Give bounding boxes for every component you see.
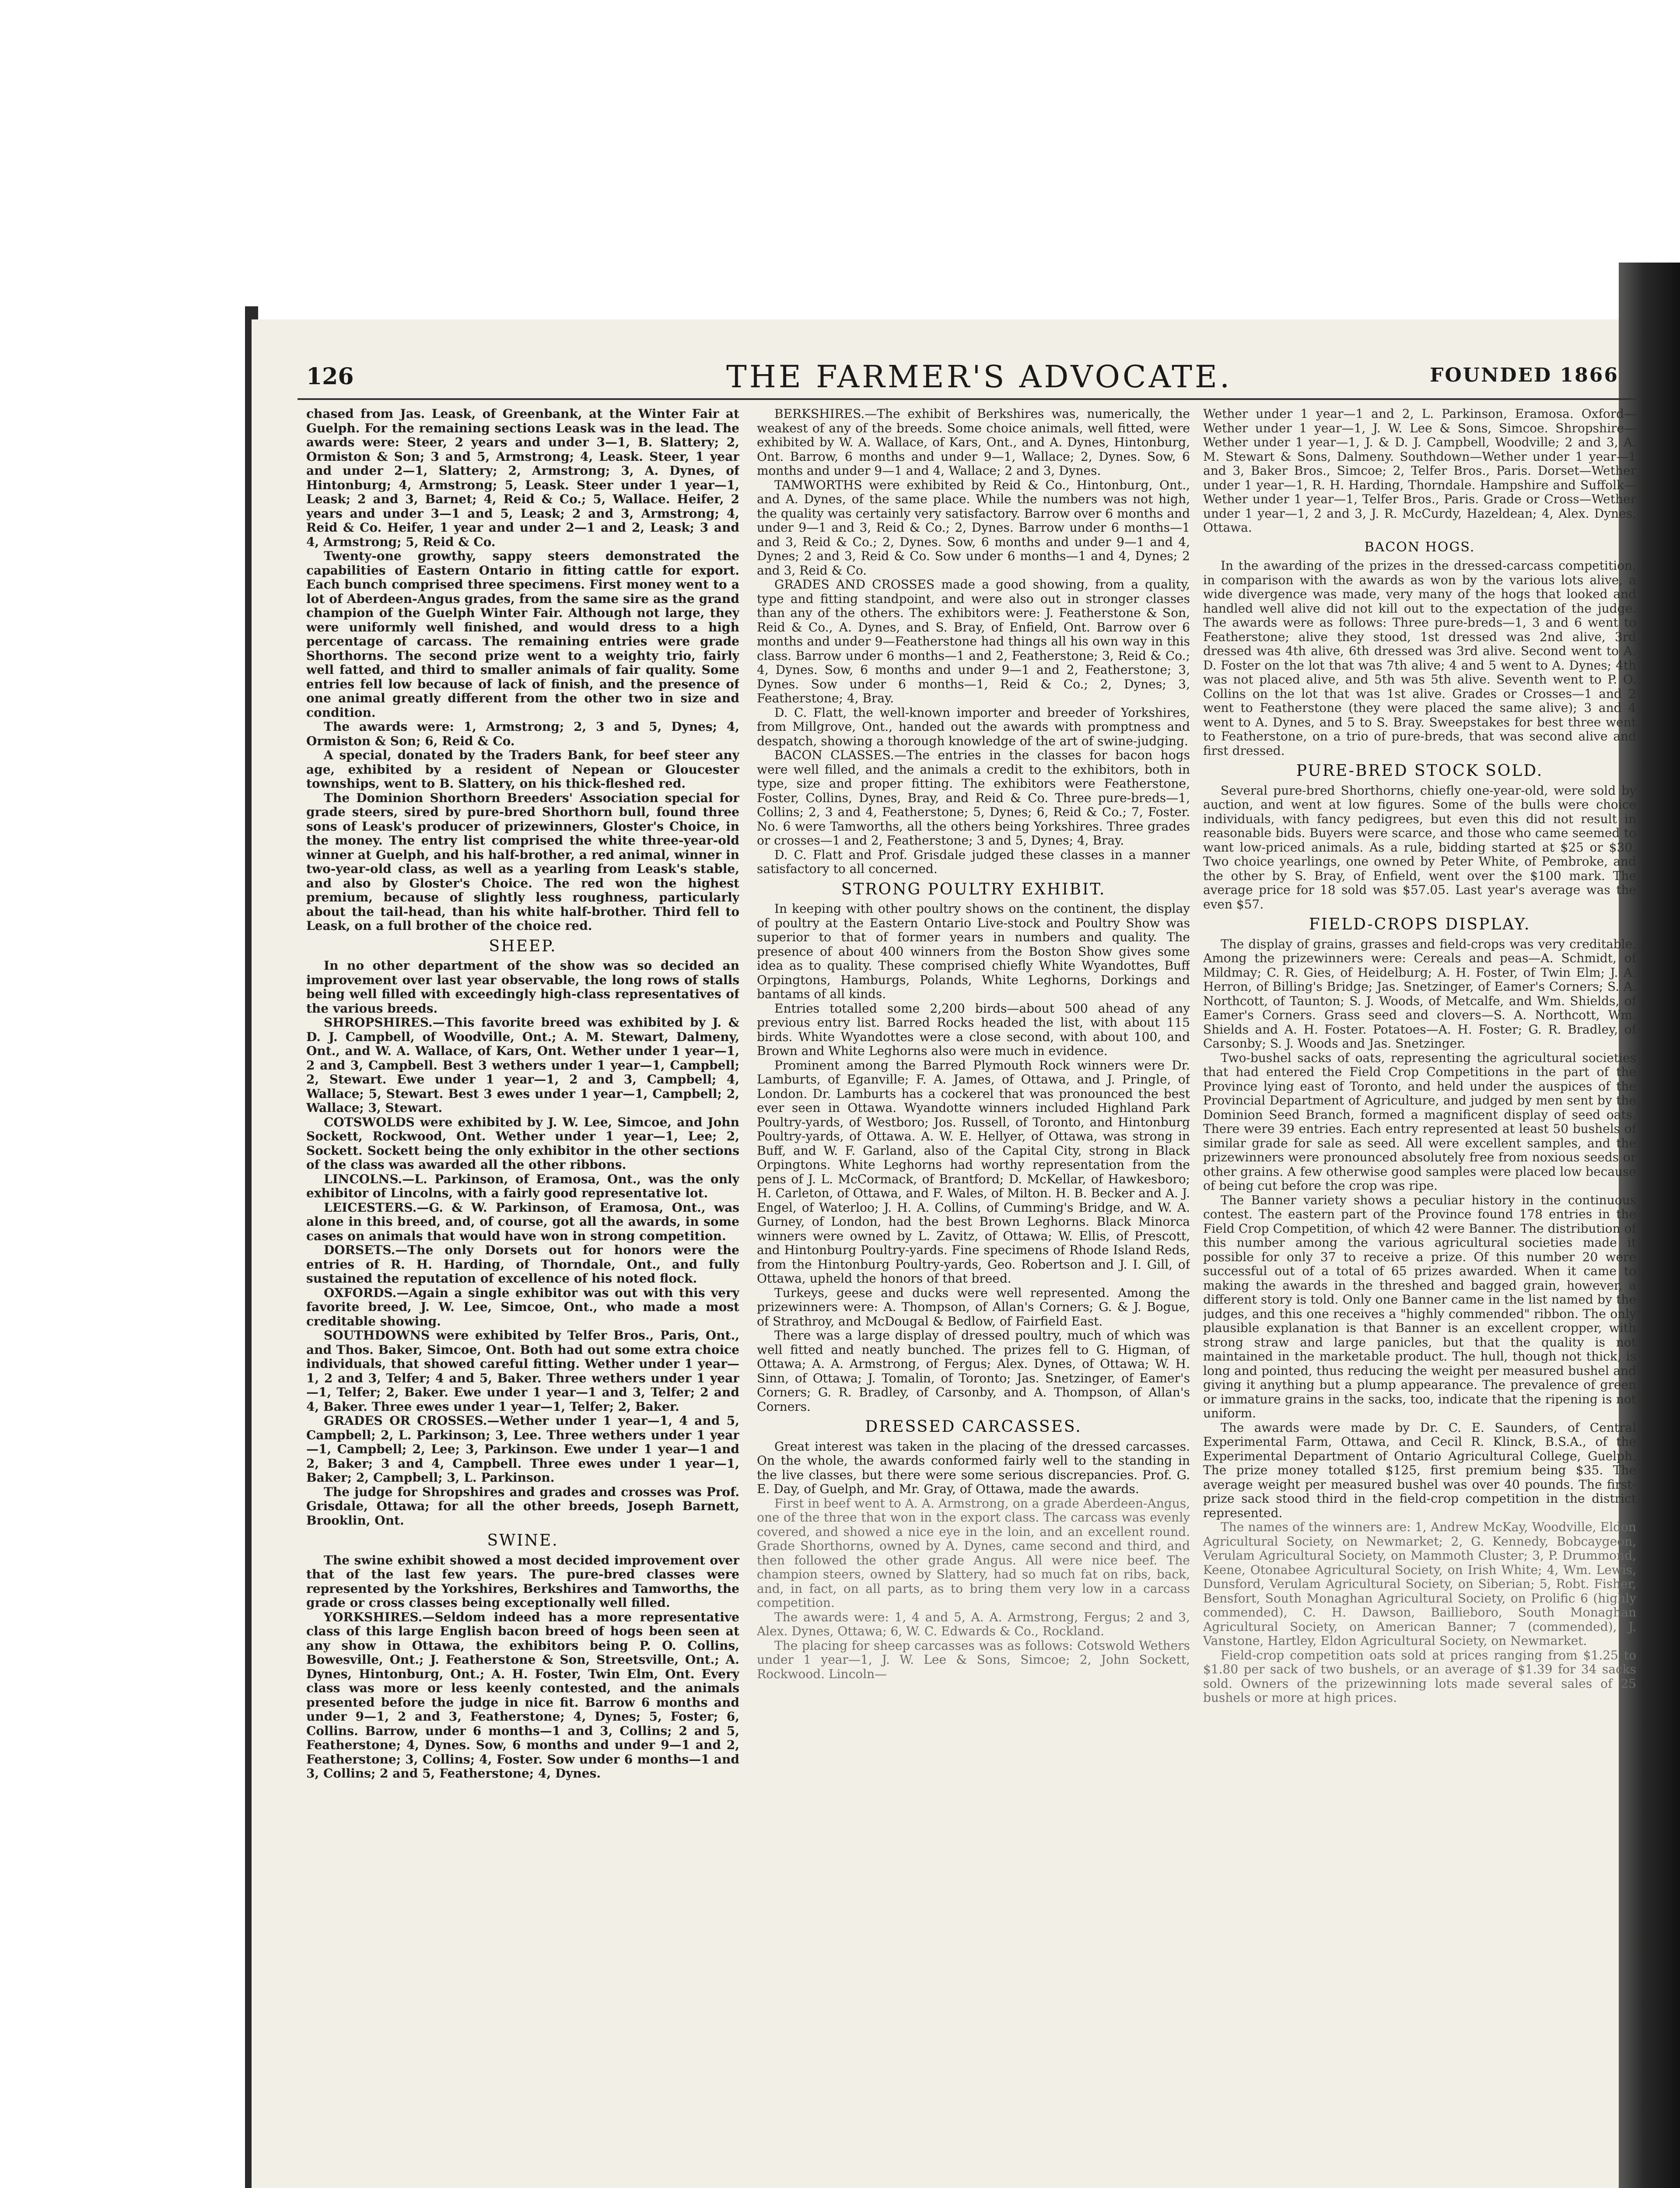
section-heading-swine: SWINE. [487, 1532, 559, 1550]
paragraph: LINCOLNS.—L. Parkinson, of Eramosa, Ont., was the only exhibitor of Lincolns, with a fairly good representative lot. [306, 1171, 739, 1200]
section-heading-bacon-hogs: BACON HOGS. [1364, 539, 1475, 555]
paragraph: Several pure-bred Shorthorns, chiefly one-year-old, were sold by auction, and went at low figures. Some of the bulls were choice individuals, with fancy pedigrees, but even this did not result in reasonable bids. Buyers were scarce, and those who came seemed to want low-priced animals. As a rule, bidding started at $25 or $30. Two choice yearlings, one owned by Peter White, of Pembroke, and the other by S. Bray, of Enfield, went over the $100 mark. The average price for 18 sold was $57.05. Last year's average was the even $57. [1203, 783, 1636, 912]
paragraph: Field-crop competition oats sold at prices ranging from $1.25 to $1.80 per sack of two bushels, or an average of $1.39 for 34 sacks sold. Owners of the prizewinning lots made several sales of 25 bushels or more at high prices. [1203, 1648, 1636, 1705]
paragraph: BERKSHIRES.—The exhibit of Berkshires was, numerically, the weakest of any of the breeds. Some choice animals, well fitted, were exhibited by W. A. Wallace, of Kars, Ont., and A. Dynes, Hintonburg, Ont. Barrow, 6 months and under 9—1, Wallace; 2, Dynes. Sow, 6 months and under 9—1 and 4, Wallace; 2 and 3, Dynes. [757, 407, 1190, 478]
paragraph: GRADES OR CROSSES.—Wether under 1 year—1, 4 and 5, Campbell; 2, L. Parkinson; 3, Lee. Three wethers under 1 year—1, Campbell; 2, Lee; 3, Parkinson. Ewe under 1 year—1 and 2, Baker; 3 and 4, Campbell. Three ewes under 1 year—1, Baker; 2, Campbell; 3, L. Parkinson. [306, 1413, 739, 1485]
paragraph: YORKSHIRES.—Seldom indeed has a more representative class of this large English bacon breed of hogs been seen at any show in Ottawa, the exhibitors being P. O. Collins, Bowesville, Ont.; J. Featherstone & Son, Streetsville, Ont.; A. Dynes, Hintonburg, Ont.; A. H. Foster, Twin Elm, Ont. Every class was more or less keenly contested, and the animals presented before the judge in nice fit. Barrow 6 months and under 9—1, 2 and 3, Featherstone; 4, Dynes; 5, Foster; 6, Collins. Barrow, under 6 months—1 and 3, Collins; 2 and 5, Featherstone; 4, Dynes. Sow, 6 months and under 9—1 and 2, Featherstone; 3, Collins; 4, Foster. Sow under 6 months—1 and 3, Collins; 2 and 5, Featherstone; 4, Dynes. [306, 1609, 739, 1781]
paragraph: The awards were: 1, Armstrong; 2, 3 and 5, Dynes; 4, Ormiston & Son; 6, Reid & Co. [306, 719, 739, 748]
paragraph: The swine exhibit showed a most decided improvement over that of the last few years. The pure-bred classes were represented by the Yorkshires, Berkshires and Tamworths, the grade or cross classes being exceptionally well filled. [306, 1553, 739, 1610]
paragraph: The placing for sheep carcasses was as follows: Cotswold Wethers under 1 year—1, J. W. Lee & Sons, Simcoe; 2, John Sockett, Rockwood. Lincoln— [757, 1638, 1190, 1681]
masthead-title: THE FARMER'S ADVOCATE. [726, 359, 1232, 395]
paragraph: Turkeys, geese and ducks were well represented. Among the prizewinners were: A. Thompson, of Allan's Corners; G. & J. Bogue, of Strathroy, and McDougal & Bedlow, of Fairfield East. [757, 1285, 1190, 1329]
paragraph: Two-bushel sacks of oats, representing the agricultural societies that had entered the Field Crop Competitions in the part of the Province lying east of Toronto, and held under the auspices of the Provincial Department of Agriculture, and judged by men sent by the Dominion Seed Branch, formed a magnificent display of seed oats. There were 39 entries. Each entry represented at least 50 bushels of similar grade for sale as seed. All were excellent samples, and the prizewinners were pronounced absolutely free from noxious seeds or other grains. A few otherwise good samples were placed low because of being cut before the crop was ripe. [1203, 1050, 1636, 1193]
paragraph: In no other department of the show was so decided an improvement over last year observable, the long rows of stalls being well filled with exceedingly high-class representatives of the various breeds. [306, 958, 739, 1016]
paragraph: BACON CLASSES.—The entries in the classes for bacon hogs were well filled, and the animals a credit to the exhibitors, both in type, size and proper fitting. The exhibitors were Featherstone, Foster, Collins, Dynes, Bray, and Reid & Co. Three pure-breds—1, Collins; 2, 3 and 4, Featherstone; 5, Dynes; 6, Reid & Co.; 7, Foster. No. 6 were Tamworths, all the others being Yorkshires. Three grades or crosses—1 and 2, Featherstone; 3 and 5, Dynes; 4, Bray. [757, 748, 1190, 848]
paragraph: Entries totalled some 2,200 birds—about 500 ahead of any previous entry list. Barred Rocks headed the list, with about 115 birds. White Wyandottes were a close second, with about 100, and Brown and White Leghorns also were much in evidence. [757, 1001, 1190, 1058]
paragraph: SHROPSHIRES.—This favorite breed was exhibited by J. & D. J. Campbell, of Woodville, Ont.; A. M. Stewart, Dalmeny, Ont., and W. A. Wallace, of Kars, Ont. Wether under 1 year—1, 2 and 3, Campbell. Best 3 wethers under 1 year—1, Campbell; 2, Stewart. Ewe under 1 year—1, 2 and 3, Campbell; 4, Wallace; 5, Stewart. Best 3 ewes under 1 year—1, Campbell; 2, Wallace; 3, Stewart. [306, 1015, 739, 1115]
paragraph: TAMWORTHS were exhibited by Reid & Co., Hintonburg, Ont., and A. Dynes, of the same place. While the numbers was not high, the quality was certainly very satisfactory. Barrow over 6 months and under 9—1 and 3, Reid & Co.; 2, Dynes. Barrow under 6 months—1 and 3, Reid & Co.; 2, Dynes. Sow, 6 months and under 9—1 and 4, Dynes; 2 and 3, Reid & Co. Sow under 6 months—1 and 4, Dynes; 2 and 3, Reid & Co. [757, 477, 1190, 578]
page-header [298, 359, 1645, 398]
column-3 [1203, 407, 1636, 2188]
paragraph: SOUTHDOWNS were exhibited by Telfer Bros., Paris, Ont., and Thos. Baker, Simcoe, Ont. Both had out some extra choice individuals, that showed careful fitting. Wether under 1 year—1, 2 and 3, Telfer; 4 and 5, Baker. Three wethers under 1 year—1, Telfer; 2, Baker. Ewe under 1 year—1 and 3, Telfer; 2 and 4, Baker. Three ewes under 1 year—1, Telfer; 2, Baker. [306, 1328, 739, 1414]
section-heading-field-crops: FIELD-CROPS DISPLAY. [1309, 915, 1531, 933]
section-heading-poultry: STRONG POULTRY EXHIBIT. [841, 880, 1106, 898]
column-2 [757, 407, 1190, 2188]
section-heading-stock-sold: PURE-BRED STOCK SOLD. [1296, 762, 1544, 780]
paragraph: GRADES AND CROSSES made a good showing, from a quality, type and fitting standpoint, and were also out in stronger classes than any of the others. The exhibitors were: J. Featherstone & Son, Reid & Co., A. Dynes, and S. Bray, of Enfield, Ont. Barrow over 6 months and under 9—Featherstone had things all his own way in this class. Barrow under 6 months—1 and 2, Featherstone; 3, Reid & Co.; 4, Dynes. Sow, 6 months and under 9—1 and 2, Featherstone; 3, Dynes. Sow under 6 months—1, Reid & Co.; 2, Dynes; 3, Featherstone; 4, Bray. [757, 577, 1190, 705]
paragraph: Twenty-one growthy, sappy steers demonstrated the capabilities of Eastern Ontario in fitting cattle for export. Each bunch comprised three specimens. First money went to a lot of Aberdeen-Angus grades, from the same sire as the grand champion of the Guelph Winter Fair. Although not large, they were uniformly well finished, and would dress to a high percentage of carcass. The remaining entries were grade Shorthorns. The second prize went to a weighty trio, fairly well fatted, and third to smaller animals of fair quality. Some entries fell low because of lack of finish, and the presence of one animal greatly different from the other two in size and condition. [306, 549, 739, 720]
paragraph: Prominent among the Barred Plymouth Rock winners were Dr. Lamburts, of Eganville; F. A. James, of Ottawa, and J. Pringle, of London. Dr. Lamburts has a cockerel that was pronounced the best ever seen in Ottawa. Wyandotte winners included Highland Park Poultry-yards, of Westboro; Jos. Russell, of Toronto, and Hintonburg Poultry-yards, of Ottawa. A. W. E. Hellyer, of Ottawa, was strong in Buff, and W. F. Garland, also of the Capital City, strong in Black Orpingtons. White Leghorns had worthy representation from the pens of J. L. McCormack, of Brantford; D. McKellar, of Hawkesboro; H. Carleton, of Ottawa, and F. Wales, of Milton. H. B. Becker and A. J. Engel, of Waterloo; J. H. A. Collins, of Cumming's Bridge, and W. A. Gurney, of London, had the best Brown Leghorns. Black Minorca winners were owned by L. Zavitz, of Ottawa; W. Ellis, of Prescott, and Hintonburg Poultry-yards. Fine specimens of Rhode Island Reds, from the Hintonburg Poultry-yards, Geo. Robertson and J. I. Gill, of Ottawa, upheld the honors of that breed. [757, 1058, 1190, 1286]
paragraph: The awards were: 1, 4 and 5, A. A. Armstrong, Fergus; 2 and 3, Alex. Dynes, Ottawa; 6, W. C. Edwards & Co., Rockland. [757, 1609, 1190, 1638]
paragraph: First in beef went to A. A. Armstrong, on a grade Aberdeen-Angus, one of the three that won in the export class. The carcass was evenly covered, and showed a nice eye in the loin, and an excellent round. Grade Shorthorns, owned by A. Dynes, came second and third, and then followed the other grade Angus. All were nice beef. The champion steers, owned by Slattery, had so much fat on ribs, back, and, in fact, on all parts, as to bring them very low in a carcass competition. [757, 1496, 1190, 1610]
section-heading-carcasses: DRESSED CARCASSES. [865, 1418, 1082, 1436]
paragraph: The awards were made by Dr. C. E. Saunders, of Central Experimental Farm, Ottawa, and Cecil R. Klinck, B.S.A., of the Experimental Department of Ontario Agricultural College, Guelph. The prize money totalled $125, first premium being $35. The average weight per measured bushel was over 40 pounds. The first-prize sack stood third in the field-crop competition in the district represented. [1203, 1420, 1636, 1520]
paragraph: There was a large display of dressed poultry, much of which was well fitted and neatly bunched. The prizes fell to G. Higman, of Ottawa; A. A. Armstrong, of Fergus; Alex. Dynes, of Ottawa; W. H. Sinn, of Ottawa; J. Tomalin, of Toronto; Jas. Snetzinger, of Eamer's Corners; G. R. Bradley, of Carsonby, and A. Thompson, of Allan's Corners. [757, 1328, 1190, 1414]
paragraph: The names of the winners are: 1, Andrew McKay, Woodville, Eldon Agricultural Society, on Newmarket; 2, G. Kennedy, Bobcaygeon, Verulam Agricultural Society, on Mammoth Cluster; 3, P. Drummond, Keene, Otonabee Agricultural Society, on Irish White; 4, Wm. Lewis, Dunsford, Verulam Agricultural Society, on Siberian; 5, Robt. Fisher, Bensfort, South Monaghan Agricultural Society, on Prolific 6 (highly commended), C. H. Dawson, Baillieboro, South Monaghan Agricultural Society, on American Banner; 7 (commended), J. Vanstone, Hartley, Eldon Agricultural Society, on Newmarket. [1203, 1520, 1636, 1648]
paragraph: DORSETS.—The only Dorsets out for honors were the entries of R. H. Harding, of Thorndale, Ont., and fully sustained the reputation of excellence of his noted flock. [306, 1243, 739, 1286]
founded-label: FOUNDED 1866 [1430, 364, 1619, 386]
page-number: 126 [306, 363, 354, 390]
section-heading-sheep: SHEEP. [489, 937, 557, 955]
paragraph: COTSWOLDS were exhibited by J. W. Lee, Simcoe, and John Sockett, Rockwood, Ont. Wether under 1 year—1, Lee; 2, Sockett. Sockett being the only exhibitor in the other sections of the class was awarded all the other ribbons. [306, 1115, 739, 1172]
paragraph: OXFORDS.—Again a single exhibitor was out with this very favorite breed, J. W. Lee, Simcoe, Ont., who made a most creditable showing. [306, 1285, 739, 1329]
paragraph: Wether under 1 year—1 and 2, L. Parkinson, Eramosa. Oxford—Wether under 1 year—1, J. W. Lee & Sons, Simcoe. Shropshire—Wether under 1 year—1, J. & D. J. Campbell, Woodville; 2 and 3, A. M. Stewart & Sons, Dalmeny. Southdown—Wether under 1 year—1 and 3, Baker Bros., Simcoe; 2, Telfer Bros., Paris. Dorset—Wether under 1 year—1, R. H. Harding, Thorndale. Hampshire and Suffolk—Wether under 1 year—1, Telfer Bros., Paris. Grade or Cross—Wether under 1 year—1, 2 and 3, J. R. McCurdy, Hazeldean; 4, Alex. Dynes, Ottawa. [1203, 407, 1636, 535]
paragraph: D. C. Flatt and Prof. Grisdale judged these classes in a manner satisfactory to all concerned. [757, 847, 1190, 876]
paragraph: The display of grains, grasses and field-crops was very creditable. Among the prizewinners were: Cereals and peas—A. Schmidt, of Mildmay; C. R. Gies, of Heidelburg; A. H. Foster, of Twin Elm; J. A. Herron, of Billing's Bridge; Jas. Snetzinger, of Eamer's Corners; S. A. Northcott, of Taunton; S. J. Woods, of Metcalfe, and Wm. Shields, of Eamer's Corners. Grass seed and clovers—S. A. Northcott, Wm. Shields and A. H. Foster. Potatoes—A. H. Foster; G. R. Bradley, of Carsonby; S. J. Woods and Jas. Snetzinger. [1203, 936, 1636, 1051]
paragraph: In keeping with other poultry shows on the continent, the display of poultry at the Eastern Ontario Live-stock and Poultry Show was superior to that of former years in numbers and quality. The presence of about 400 winners from the Boston Show gives some idea as to quality. These comprised chiefly White Wyandottes, Buff Orpingtons, Hamburgs, Polands, White Leghorns, Dorkings and bantams of all kinds. [757, 901, 1190, 1001]
paragraph: Great interest was taken in the placing of the dressed carcasses. On the whole, the awards conformed fairly well to the standing in the live classes, but there were some serious discrepancies. Prof. G. E. Day, of Guelph, and Mr. Gray, of Ottawa, made the awards. [757, 1439, 1190, 1496]
paragraph: A special, donated by the Traders Bank, for beef steer any age, exhibited by a resident of Nepean or Gloucester townships, went to B. Slattery, on his thick-fleshed red. [306, 748, 739, 791]
paragraph: The judge for Shropshires and grades and crosses was Prof. Grisdale, Ottawa; for all the other breeds, Joseph Barnett, Brooklin, Ont. [306, 1484, 739, 1528]
paragraph: LEICESTERS.—G. & W. Parkinson, of Eramosa, Ont., was alone in this breed, and, of course, got all the awards, in some cases on animals that would have won in strong competition. [306, 1200, 739, 1243]
paragraph: The Banner variety shows a peculiar history in the continuous contest. The eastern part of the Province found 178 entries in the Field Crop Competition, of which 42 were Banner. The distribution of this number among the various agricultural societies made it possible for only 37 to receive a prize. Of this number 20 were successful out of a total of 65 prizes awarded. When it came to making the awards in the threshed and bagged grain, however, a different story is told. Only one Banner came in the list named by the judges, and this one receives a "highly commended" ribbon. The only plausible explanation is that Banner is an excellent cropper, with strong straw and large panicles, but that the quality is not maintained in the marketable product. The hull, though not thick, is long and pointed, thus reducing the weight per measured bushel and giving it anything but a plump appearance. The prevalence of green or immature grains in the sacks, too, indicate that the ripening is not uniform. [1203, 1192, 1636, 1420]
column-1 [306, 407, 739, 2188]
header-rule [298, 398, 1636, 400]
paragraph: The Dominion Shorthorn Breeders' Association special for grade steers, sired by pure-bred Shorthorn bull, found three sons of Leask's producer of prizewinners, Gloster's Choice, in the money. The entry list comprised the white three-year-old winner at Guelph, and his half-brother, a red animal, winner in two-year-old class, as well as a yearling from Leask's stable, and also by Gloster's Choice. The red won the highest premium, because of slightly less roughness, particularly about the tail-head, than his white half-brother. Third fell to Leask, on a full brother of the choice red. [306, 790, 739, 933]
paragraph: D. C. Flatt, the well-known importer and breeder of Yorkshires, from Millgrove, Ont., handed out the awards with promptness and despatch, showing a thorough knowledge of the art of swine-judging. [757, 705, 1190, 748]
paragraph: In the awarding of the prizes in the dressed-carcass competition, in comparison with the awards as won by the various lots alive, a wide divergence was made, very many of the hogs that looked and handled well alive did not kill out to the expectation of the judge. The awards were as follows: Three pure-breds—1, 3 and 6 went to Featherstone; alive they stood, 1st dressed was 2nd alive, 3rd dressed was 4th alive, 6th dressed was 3rd alive. Second went to A. D. Foster on the lot that was 7th alive; 4 and 5 went to A. Dynes; 4th was not placed alive, and 5th was 5th alive. Seventh went to P. O. Collins on the lot that was 1st alive. Grades or Crosses—1 and 2 went to Featherstone (they were placed the same alive); 3 and 4 went to A. Dynes, and 5 to S. Bray. Sweepstakes for best three went to Featherstone, on a trio of pure-breds, that was second alive and first dressed. [1203, 558, 1636, 758]
paragraph: chased from Jas. Leask, of Greenbank, at the Winter Fair at Guelph. For the remaining sections Leask was in the lead. The awards were: Steer, 2 years and under 3—1, B. Slattery; 2, Ormiston & Son; 3 and 5, Armstrong; 4, Leask. Steer, 1 year and under 2—1, Slattery; 2, Armstrong; 3, A. Dynes, of Hintonburg; 4, Armstrong; 5, Leask. Steer under 1 year—1, Leask; 2 and 3, Barnet; 4, Reid & Co.; 5, Wallace. Heifer, 2 years and under 3—1 and 5, Leask; 2 and 3, Armstrong; 4, Reid & Co. Heifer, 1 year and under 2—1 and 2, Leask; 3 and 4, Armstrong; 5, Reid & Co. [306, 407, 739, 549]
